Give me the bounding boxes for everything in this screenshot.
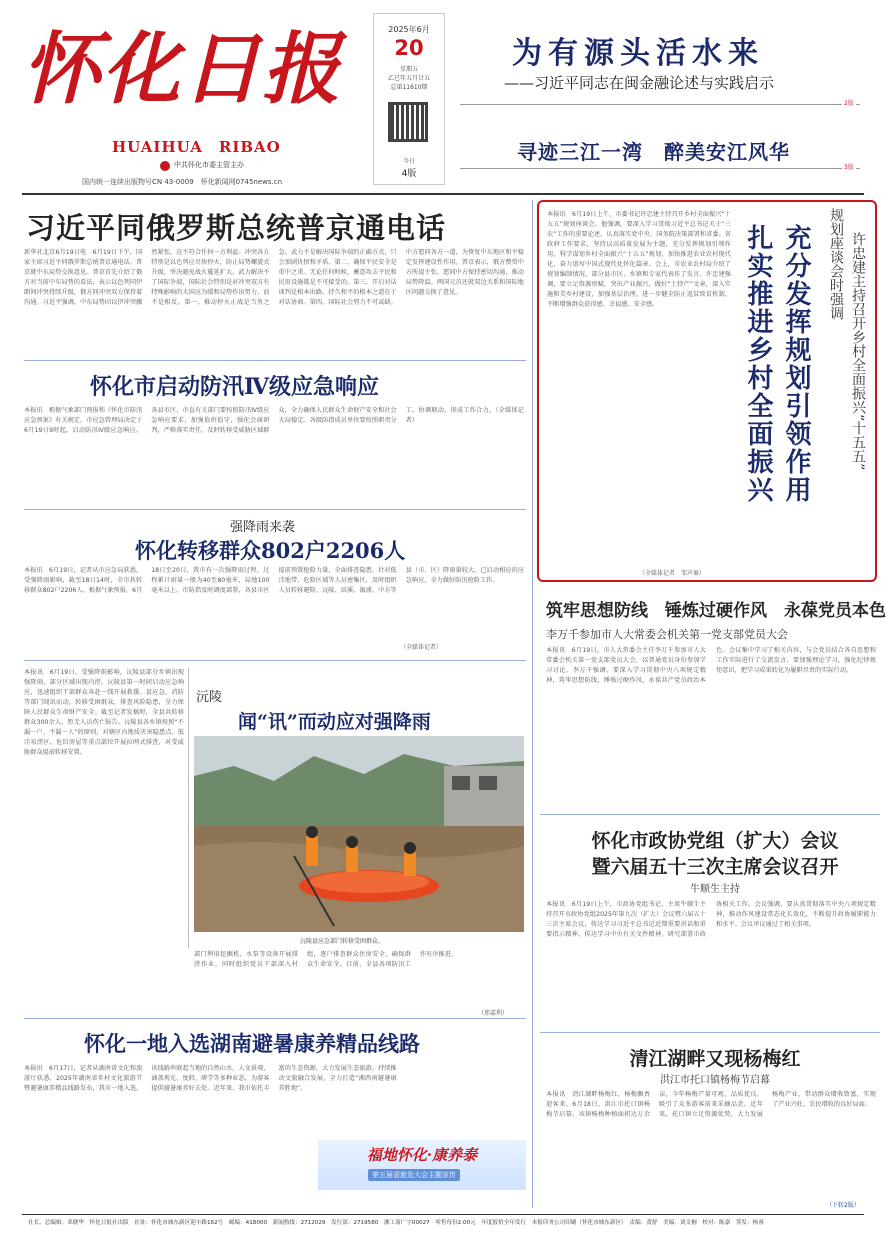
tourism-body: 本报讯 6月17日，记者从湖南省文化和旅游厅获悉，2025年湖南省乡村文化旅游节暨避暑康养精品线路发布，我市一地入选。该线路串联起当地的自然山水、人文景观，涵盖观光、度假、研学等多种业态，为游客提供避暑康养好去处。近年来，我市依托丰富的生态资源，大力发展生态旅游，持续推动文旅融合发展，全力打造“湘西南避暑康养胜地”。: [24, 1065, 397, 1092]
flood-body: 本报讯 根据气象部门预报和《怀化市防汛应急预案》有关规定，市应急管理局决定于6月19日9时起，启动防汛Ⅳ级应急响应。各县市区、市直有关部门要按照防汛Ⅳ级应急响应要求，加强值班值守，强化会商研判，严格落实责任，及时转移受威胁区域群众，全力确保人民群众生命财产安全和社会大局稳定。各级防指成员单位要按照职责分工，协调联动，形成工作合力。（全媒体记者）: [24, 407, 524, 434]
yuanling-body-left: 本报讯 6月19日，受强降雨影响，沅陵县部分乡镇出现强降雨，部分区域出现内涝。沅陵县第一时间启动应急响应，迅速组织干部群众奔赴一线开展救援。县应急、消防等部门闻讯而动，转移受困群众，排查风险隐患，全力保障人民群众生命财产安全。截至记者发稿时，全县共转移群众300余人，暂无人员伤亡报告。沅陵县各乡镇按照“不漏一户、不漏一人”的原则，对辖区内地质灾害隐患点、低洼易涝区、危旧房屋等重点部位开展拉网式排查，对受威胁群众提前转移安置。: [24, 669, 184, 756]
defense-subtitle: 李万千参加市人大常委会机关第一党支部党员大会: [546, 628, 788, 641]
top-feature-headline[interactable]: 为有源头活水来: [512, 36, 764, 71]
top-feature-subtitle: ——习近平同志在闽金融论述与实践启示: [504, 74, 775, 92]
cppcc-headline-1[interactable]: 怀化市政协党组（扩大）会议: [591, 830, 839, 852]
yuanling-body-right: 部门利用挖掘机、水泵等设备开展排涝作业，同时组织党员干部深入村组，逐户排查群众住房安全，确保群众生命安全。目前，全县各项防汛工作有序推进。: [194, 951, 458, 968]
pages-label: 今日: [402, 158, 415, 165]
masthead-codes: 国内统一连续出版物号CN 43-0009 怀化新闻网0745news.cn: [82, 178, 283, 186]
planning-body: 本报讯 6月19日上午，市委书记许忠建主持召开乡村全面振兴“十五五”规划座谈会。他强调，要深入学习贯彻习近平总书记关于“三农”工作的重要论述，认真落实党中央、国务院决策部署和省委、省政府工作要求，坚持以高质量发展为主题，充分发挥规划引领作用，科学谋划乡村全面振兴“十五五”规划，加快推进农业农村现代化，奋力谱写中国式现代化怀化篇章。会上，市农业农村局介绍了规划编制情况，部分县市区、乡镇和专家代表作了发言。许忠建强调，要立足资源禀赋，突出产业振兴，做好“土特产”文章，深入实施和美乡村建设，加强基层治理，进一步健全防止返贫致贫机制，不断增强群众获得感、幸福感、安全感。: [547, 211, 731, 308]
tourism-headline[interactable]: 怀化一地入选湖南避暑康养精品线路: [84, 1031, 420, 1056]
planning-byline: （全媒体记者 邹声裔）: [639, 570, 706, 577]
cppcc-headline-2[interactable]: 暨六届五十三次主席会议召开: [591, 856, 839, 878]
footer-imprint: 社长、总编辑：邓晓华 怀化日报社出版 社址：怀化市城东新区迎丰路162号 邮编：418000 新闻热线：2712029 发行部：2719580 湘工商广字00027 零售每份2.00元 年度报价全年发行 本报印务公司印刷（怀化市城东新区） 责编：黄舒 美编：刘文桐 校对：陈嘉 签发：杨睿: [28, 1220, 764, 1226]
photo-caption: 沅陵县应急部门转移受困群众。: [300, 938, 385, 945]
plum-continued-link[interactable]: （下转2版）: [826, 1202, 860, 1209]
lead-body: 新华社北京6月19日电 6月19日下午，国家主席习近平同俄罗斯总统普京通电话。普京就中东局势交换意见。普京首先介绍了俄方对当前中东局势的看法，表示以色列同伊朗间冲突持续升级，俄方同冲突双方保持着沟通。习近平强调，中东局势因以伊冲突骤然紧张，这不符合任何一方利益。冲突各方特别是以色列应尽快停火，防止局势螺旋式升级，坚决避免战火蔓延扩大。武力解决不了国际争端，国际社会特别是对冲突双方有特殊影响的大国应为缓和局势作出努力，而不是相反。第一，推动停火止战是当务之急。武力不是解决国际争端的正确方式，只会加剧仇恨和矛盾。第二，确保平民安全是重中之重。无论任何时候，蓄意攻击平民和民用设施都是不可接受的。第三，开启对话谈判是根本出路。持久和平的根本之道在于对话协商。第四，国际社会努力不可或缺。中方愿同各方一道，为恢复中东地区和平稳定发挥建设性作用。普京表示，俄方赞赏中方所提主张，愿同中方保持密切沟通，推动局势降温。两国元首还就双边关系和国际地区问题交换了意见。: [24, 249, 524, 306]
masthead: [0, 0, 886, 192]
ad-line-2: 第五届省旅发大会主题宣传: [368, 1169, 460, 1181]
transfer-body: 本报讯 6月19日，记者从市应急局获悉，受强降雨影响，截至18日14时，全市共转移群众802户2206人。根据气象预报，6月18日至20日，我市有一次强降雨过程，过程累计雨量一般为40至80毫米，局地100毫米以上。市防指及时调度部署，各县市区提前预置抢险力量，全面排查隐患，针对低洼地带、危险区域等人员密集区，及时组织人员转移避险。沅陵、辰溪、溆浦、中方等县（市、区）降雨量较大，已启动相应的应急响应，全力做好防汛抢险工作。: [24, 567, 524, 594]
planning-main-title[interactable]: 充分发挥规划引领作用 扎实推进乡村全面振兴: [743, 224, 811, 532]
top-feature-page-ref[interactable]: 2版: [844, 100, 854, 107]
qr-code-icon[interactable]: [388, 102, 428, 142]
date-year-month: 2025年6月: [388, 25, 430, 34]
flood-photo-svg: [194, 736, 524, 932]
second-feature-page-ref[interactable]: 3版: [844, 164, 854, 171]
defense-headline[interactable]: 筑牢思想防线 锤炼过硬作风 永葆党员本色: [546, 601, 886, 621]
yuanling-place: 沅陵: [196, 690, 223, 705]
defense-body: 本报讯 6月19日，市人大常委会主任李万千参加市人大常委会机关第一党支部党员大会，以普通党员身份参加学习讨论。李万千强调，要深入学习贯彻中央八项规定精神，筑牢思想防线，锤炼过硬作风，永葆共产党员政治本色。会议集中学习了相关内容，与会党员结合各自思想和工作实际进行了交流发言。要加强理论学习，强化纪律规矩意识，把学习成果转化为履职尽责的实际行动。: [546, 647, 876, 684]
tourism-ad-banner[interactable]: [318, 1140, 526, 1190]
newspaper-logo: 怀化日报: [22, 24, 343, 115]
cppcc-subtitle: 牛顺生主持: [690, 884, 740, 895]
date-box: [373, 13, 445, 185]
flood-headline[interactable]: 怀化市启动防汛Ⅳ级应急响应: [90, 374, 379, 400]
yuanling-headline[interactable]: 闻“讯”而动应对强降雨: [238, 711, 431, 733]
ad-line-1: 福地怀化·康养泰: [366, 1146, 478, 1164]
plum-body: 本报讯 清江湖畔杨梅红，杨梅飘香迎客来。6月18日，洪江市托口镇杨梅节启幕。该镇杨梅种植面积达万余亩，今年杨梅产量可观，品质优良，吸引了众多游客前来采摘品尝。近年来，托口镇立足资源优势，大力发展杨梅产业，带动群众增收致富，实现了产业兴旺、农民增收的良好局面。: [546, 1091, 876, 1118]
weekday: 星期五: [399, 66, 418, 73]
party-emblem-icon: [160, 161, 170, 171]
transfer-byline: （全媒体记者）: [400, 644, 443, 651]
planning-vertical-head-1: 规划座谈会时强调: [828, 208, 844, 320]
lead-headline[interactable]: 习近平同俄罗斯总统普京通电话: [26, 211, 447, 245]
flood-rescue-photo[interactable]: [194, 736, 524, 932]
transfer-headline[interactable]: 怀化转移群众802户2206人: [135, 538, 406, 563]
cppcc-body: 本报讯 6月19日上午，市政协党组书记、主席牛顺生主持召开市政协党组2025年第九次（扩大）会议暨六届五十三次主席会议，传达学习习近平总书记近期重要讲话和重要指示精神，传达学习中央有关文件精神，研究部署市政协相关工作。会议强调，要认真贯彻落实中央八项规定精神，推动作风建设常态化长效化，不断提升政协履职能力和水平。会议审议通过了相关事项。: [546, 901, 876, 938]
date-day: 20: [394, 36, 424, 60]
second-feature-headline[interactable]: 寻迹三江一湾 醉美安江风华: [517, 140, 790, 164]
planning-vertical-head-2: 许忠建主持召开乡村全面振兴“十五五”: [850, 232, 866, 471]
pages-count: 4版: [401, 169, 417, 179]
planning-article-box: [537, 200, 877, 582]
issue-number: 总第11610期: [390, 84, 428, 91]
lunar-date: 乙巳年五月廿五: [387, 75, 430, 82]
plum-headline[interactable]: 清江湖畔又现杨梅红: [629, 1048, 801, 1070]
masthead-pinyin: HUAIHUA RIBAO: [112, 138, 281, 156]
yuanling-byline: （邢嘉利）: [478, 1010, 509, 1017]
masthead-publisher: 中共怀化市委主管主办: [174, 161, 244, 169]
plum-subtitle: 洪江市托口镇杨梅节启幕: [660, 1075, 770, 1086]
transfer-kicker: 强降雨来袭: [230, 520, 296, 535]
